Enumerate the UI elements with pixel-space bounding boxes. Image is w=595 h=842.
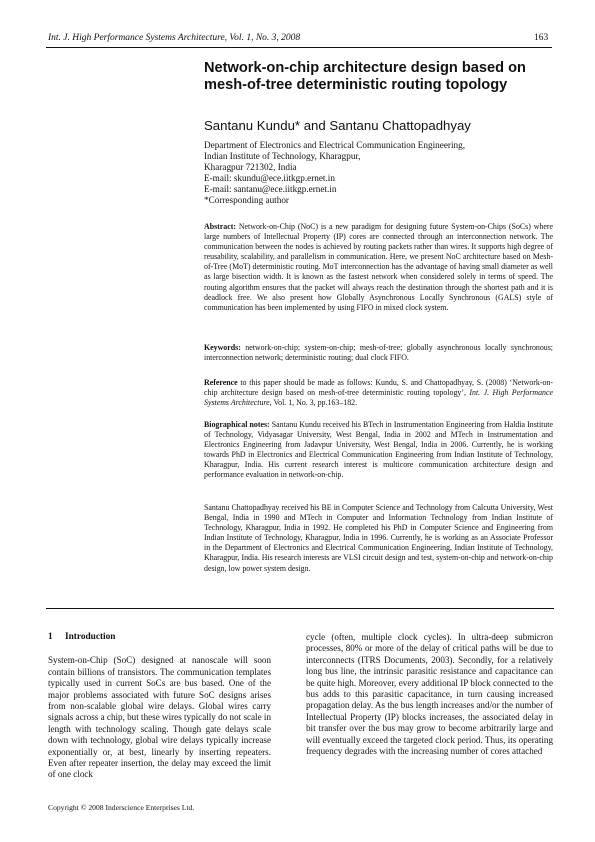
intro-paragraph-left: System-on-Chip (SoC) designed at nanoscale will soon contain billions of transistors. The communication templates typically used in current SoCs are bus based. One of the major problems associated with future SoC designs arises from non-scalable global wire delays. Global wires carry signals across a chip, but these wires typically do not scale in length with technology scaling. Though gate delays scale down with technology, global wire delays typically increase exponentially or, at best, linearly by inserting repeaters. Even after repeater insertion, the delay may exceed the limit of one clock <box>48 655 271 780</box>
reference-journal: Int. J. High Performance Systems Architecture <box>204 388 554 408</box>
citation-reference <box>204 378 553 408</box>
bio-kundu-text: Santanu Kundu received his BTech in Instrumentation Engineering from Haldia Institute of Technology, Vidyasagar University, West Bengal, India in 2002 and MTech in Instrumentation and Electronics Engineering from Jadavpur University, West Bengal, India in 2006. Currently, he is working towards PhD in Electronics and Electrical Communication Engineering from Indian Institute of Technology, Kharagpur, India. His current research interest is multicore communication architecture design and performance evaluation in network-on-chip. <box>204 420 553 480</box>
intro-paragraph-right: cycle (often, multiple clock cycles). In ultra-deep submicron processes, 80% or more of the delay of critical paths will be due to interconnects (ITRS Documents, 2003). Secondly, for a relatively long bus line, the intrinsic parasitic resistance and capacitance can be quite high. Moreover, every additional IP block connected to the bus adds to this parasitic capacitance, in turn causing increased propagation delay. As the bus length increases and/or the number of Intellectual Property (IP) blocks increases, the associated delay in bit transfer over the bus may grow to become arbitrarily large and will eventually exceed the targeted clock period. Thus, its operating frequency degrades with the increasing number of cores attached <box>306 632 553 757</box>
section-heading-introduction <box>48 632 271 643</box>
email-kundu: E-mail: skundu@ece.iitkgp.ernet.in <box>204 173 335 184</box>
affiliation-block <box>204 140 554 207</box>
email-chattopadhyay: E-mail: santanu@ece.iitkgp.ernet.in <box>204 184 337 195</box>
keywords-text: network-on-chip; system-on-chip; mesh-of-tree; globally asynchronous locally synchronous; interconnection network; deterministic routing; dual clock FIFO. <box>204 343 553 363</box>
abstract <box>204 222 553 313</box>
reference-label: Reference <box>204 378 238 387</box>
header-divider <box>46 47 552 48</box>
bio-kundu <box>204 420 553 481</box>
section-number: 1 <box>48 632 53 642</box>
section-divider <box>46 608 554 609</box>
page-number: 163 <box>534 33 549 43</box>
reference-text: to this paper should be made as follows: Kundu, S. and Chattopadhyay, S. (2008) ‘Network-on-chip architecture design based on mesh-of-tree deterministic routing topology’, <box>204 378 553 398</box>
affiliation-institute: Indian Institute of Technology, Kharagpur, <box>204 151 361 162</box>
bio-chattopadhyay-text: Santanu Chattopadhyay received his BE in Computer Science and Technology from Calcutta University, West Bengal, India in 1990 and MTech in Computer and Information Technology from Indian Institute of Technology, Kharagpur, India in 1992. He completed his PhD in Computer Science and Engineering from Indian Institute of Technology, Kharagpur, India in 1996. Currently, he is working as an Associate Professor in the Department of Electronics and Electrical Communication Engineering, Indian Institute of Technology, Kharagpur, India. His research interests are VLSI circuit design and test, system-on-chip and network-on-chip design, low power system design. <box>204 503 553 573</box>
bio-chattopadhyay <box>204 503 553 574</box>
paper-title-line-2: mesh-of-tree deterministic routing topology <box>204 77 508 93</box>
reference-tail: , Vol. 1, No. 3, pp.163–182. <box>269 398 358 408</box>
authors: Santanu Kundu* and Santanu Chattopadhyay <box>204 118 471 133</box>
keywords-label: Keywords: <box>204 343 241 352</box>
affiliation-city: Kharagpur 721302, India <box>204 162 297 173</box>
copyright-notice: Copyright © 2008 Inderscience Enterprises Ltd. <box>48 803 195 812</box>
abstract-text: Network-on-Chip (NoC) is a new paradigm for designing future System-on-Chips (SoCs) where large numbers of Intellectual Property (IP) cores are connected through an interconnection network. The communication between the nodes is achieved by routing packets rather than wires. It supports high degree of reusability, scalability, and parallelism in communication. Here, we present NoC architecture based on Mesh-of-Tree (MoT) deterministic routing. MoT interconnection has the advantage of having small diameter as well as large bisection width. It is known as the fastest network when considered solely in terms of speed. The routing algorithm ensures that the packet will always reach the destination through the shortest path and it is deadlock free. We also present how Globally Asynchronous Locally Synchronous (GALS) style of communication has been implemented by using FIFO in mixed clock system. <box>204 222 553 312</box>
affiliation-department: Department of Electronics and Electrical Communication Engineering, <box>204 140 465 150</box>
section-title: Introduction <box>65 632 116 642</box>
running-head-journal: Int. J. High Performance Systems Architecture, Vol. 1, No. 3, 2008 <box>48 33 301 43</box>
corresponding-author-note: *Corresponding author <box>204 195 289 206</box>
intro-right-column <box>306 632 553 757</box>
intro-left-column <box>48 632 271 781</box>
paper-title <box>204 60 554 94</box>
paper-title-line-1: Network-on-chip architecture design based on <box>204 60 526 76</box>
bio-label: Biographical notes: <box>204 420 270 429</box>
abstract-label: Abstract: <box>204 222 236 231</box>
keywords <box>204 343 553 363</box>
